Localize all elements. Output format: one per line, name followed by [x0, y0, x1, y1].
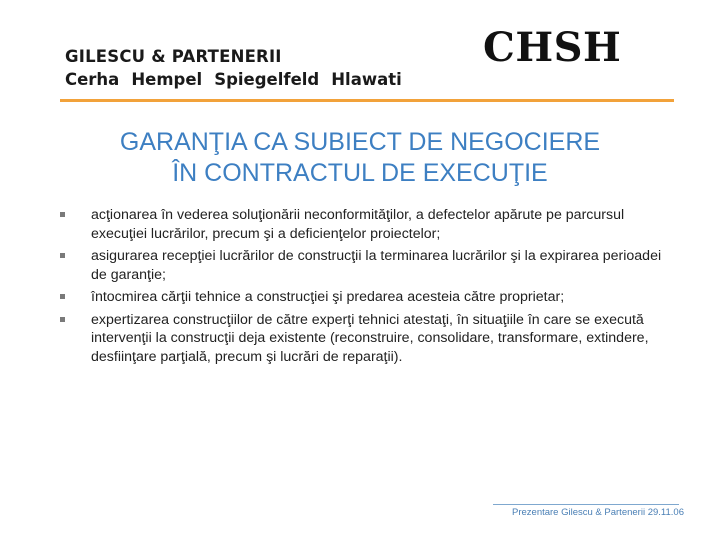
- footer-divider: [493, 504, 679, 505]
- square-bullet-icon: [60, 212, 65, 217]
- title-line-1: GARANŢIA CA SUBIECT DE NEGOCIERE: [119, 127, 601, 156]
- partner-name: Spiegelfeld: [214, 70, 320, 89]
- square-bullet-icon: [60, 253, 65, 258]
- bullet-item: [60, 247, 670, 284]
- bullet-list: [60, 206, 670, 370]
- partner-names: [65, 70, 402, 89]
- header-divider: [60, 99, 674, 102]
- firm-name: GILESCU & PARTENERII: [65, 47, 282, 66]
- title-line-2: ÎN CONTRACTUL DE EXECUŢIE: [172, 158, 548, 187]
- slide-title: [40, 127, 680, 189]
- bullet-item: [60, 311, 670, 367]
- footer-text: Prezentare Gilescu & Partenerii 29.11.06: [512, 507, 684, 518]
- partner-name: Cerha: [65, 70, 120, 89]
- chsh-logo: CHSH: [483, 24, 622, 71]
- square-bullet-icon: [60, 317, 65, 322]
- bullet-text: expertizarea construcţiilor de către experţi tehnici atestaţi, în situaţiile în care se execută intervenţii la construcţii deja existente (reconstruire, consolidare, transformare, extindere, desfiinţare parţială, precum şi lucrări de reparaţii).: [91, 311, 649, 365]
- bullet-item: [60, 206, 670, 243]
- partner-name: Hempel: [131, 70, 203, 89]
- bullet-text: asigurarea recepţiei lucrărilor de construcţii la terminarea lucrărilor şi la expirarea perioadei de garanţie;: [91, 248, 662, 283]
- bullet-text: acţionarea în vederea soluţionării neconformităţilor, a defectelor apărute pe parcursul execuţiei lucrărilor, precum şi a deficienţelor proiectelor;: [91, 207, 625, 242]
- square-bullet-icon: [60, 294, 65, 299]
- bullet-text: întocmirea cărţii tehnice a construcţiei şi predarea acesteia către proprietar;: [91, 289, 565, 305]
- bullet-item: [60, 288, 670, 307]
- partner-name: Hlawati: [331, 70, 402, 89]
